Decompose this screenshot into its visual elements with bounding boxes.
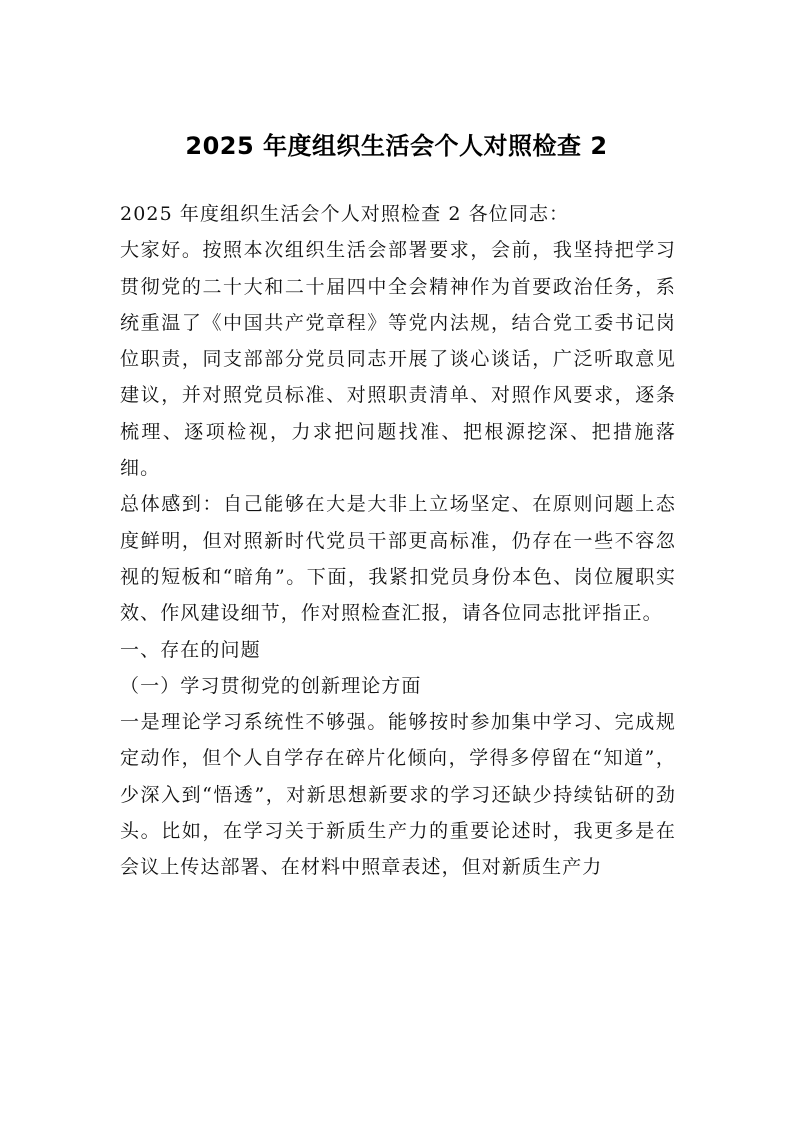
- salutation-paragraph: 2025 年度组织生活会个人对照检查 2 各位同志：: [120, 203, 570, 225]
- intro-paragraph: 大家好。按照本次组织生活会部署要求，会前，我坚持把学习贯彻党的二十大和二十届四中全会精神作为首要政治任务，系统重温了《中国共产党章程》等党内法规，结合党工委书记岗位职责，同支部部分党员同志开展了谈心谈话，广泛听取意见建议，并对照党员标准、对照职责清单、对照作风要求，逐条梳理、逐项检视，力求把问题找准、把根源挖深、把措施落细。: [120, 239, 676, 480]
- summary-paragraph: 总体感到：自己能够在大是大非上立场坚定、在原则问题上态度鲜明，但对照新时代党员干部更高标准，仍存在一些不容忽视的短板和“暗角”。下面，我紧扣党员身份本色、岗位履职实效、作风建设细节，作对照检查汇报，请各位同志批评指正。: [120, 493, 676, 625]
- issue-paragraph: 一是理论学习系统性不够强。能够按时参加集中学习、完成规定动作，但个人自学存在碎片化倾向，学得多停留在“知道”，少深入到“悟透”，对新思想新要求的学习还缺少持续钻研的劲头。比如，在学习关于新质生产力的重要论述时，我更多是在会议上传达部署、在材料中照章表述，但对新质生产力: [120, 711, 676, 879]
- document-body: [120, 196, 676, 886]
- section-heading: 一、存在的问题: [120, 638, 261, 661]
- subsection-heading: （一）学习贯彻党的创新理论方面: [120, 674, 422, 697]
- document-title: 2025 年度组织生活会个人对照检查 2: [185, 132, 608, 160]
